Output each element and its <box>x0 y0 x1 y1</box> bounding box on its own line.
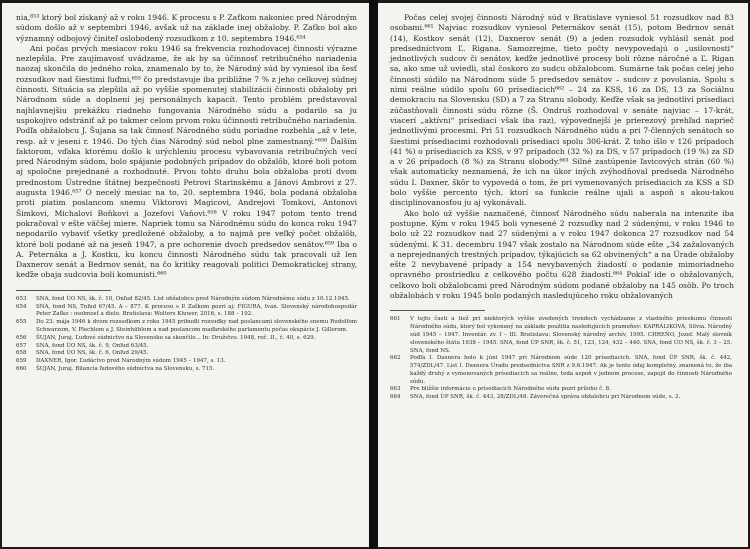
footnote <box>390 394 734 402</box>
footnote-number: 654 <box>16 303 27 310</box>
paragraph: Počas celej svojej činnosti Národný súd v Bratislave vyniesol 51 rozsudkov nad 83 osobami.⁶⁶¹ Najviac rozsudkov vyniesol Peternákov senát (15), potom Bedrnov senát (14), Kostkov senát (12), Daxnerov senát (9) a jeden rozsudok vyhlásil senát pod predsedníctvom Ľ. Rigana. Samozrejme, tieto počty nevypovedajú o „usilovnosti“ jednotlivých sudcov či senátov, keďže jednotlivé procesy boli rôzne náročné a Ľ. Rigan sa, ako sme už uviedli, stal čoskoro zo sudcu obžalobcom. Sumárne tak počas celej jeho činnosti súdilo na Národnom súde 5 predsedov senátov – sudcov z povolania. Spolu s nimi reálne súdilo spolu 60 prísediacich⁶⁶² – 24 za KSS, 16 za DS, 13 za Sociálnu demokraciu na Slovensku (SD) a 7 za Stranu slobody. Keďže však sa jednotliví prísediaci zúčastňovali činnosti súdu rôzne (Š. Ondruš rozhodoval v senáte najviac – 17-krát, viacerí „aktívni“ prísediaci však iba raz), výpovednejší je prierezový prehľad naprieč jednotlivými procesmi. Pri 51 rozsudkoch Národného súdu a pri 7-členných senátoch so šiestimi prísediacimi rozhodovali prísediaci spolu 306-krát. Z toho išlo v 126 prípadoch (41 %) o prísediacich za KSS, v 97 prípadoch (32 %) za DS, v 57 prípadoch (19 %) za SD a v 26 prípadoch (8 %) za Stranu slobody.⁶⁶³ Silné zastúpenie ľavicových strán (60 %) však automaticky neznamená, že ich na úkor iných zvýhodňoval predseda Národného súdu I. Daxner, škôr to vypovedá o tom, že pri vymenovaných prísediacich za KSS a SD bolo vyššie percento tých, ktorí sa funkcie reálne ujali a aspoň s akou-takou disciplinovanosťou ju aj vykonávali. <box>390 13 734 208</box>
right-body-text <box>390 13 734 301</box>
footnote-text: SNA, fond ÚO NS, šk. č. 10, Onľud 82/45. List obžalobcu pred Národným súdom Národnému súdu z 10.12.1945. <box>36 295 350 302</box>
footnote <box>16 296 357 304</box>
footnote-number: 656 <box>16 334 27 341</box>
paragraph: Ako bolo už vyššie naznačené, činnosť Národného súdu naberala na intenzite iba postupne. Kým v roku 1945 boli vynesené 2 rozsudky nad 2 súdenými, v roku 1946 to bolo už 22 rozsudkov nad 27 súdenými a v roku 1947 dokonca 27 rozsudkov nad 54 súdenými. K 31. decembru 1947 však zostalo na Národnom súde ešte „34 zažalovaných a neprejednaných trestných prípadov, týkajúcich sa 62 obvinených“ a na Úrade obžaloby ešte 2 nevybavené prípady a 154 nevybavených žiadostí o podanie mimoriadneho opravného prostriedku z celkového počtu 628 žiadostí.⁶⁶⁴ Pokiaľ ide o obžalovaných, celkovo boli obžalobcami pred Národným súdom podané obžaloby na 145 osôb. Po troch obžalobách v roku 1945 bolo podaných nasledujúceho roku obžalovaných <box>390 208 734 301</box>
footnote-text: V tejto časti a tiež pri niektorých vyššie uvedených trendoch vychádzame z vlastného prieskumu činnosti Národného súdu, ktorý bol vykonaný na základe použitia nasledujúcich prameňov: KAPRÁLIKOVÁ, Silvia. Národný súd 1945 – 1947. Inventár. zv. I – III. Bratislava: Slovenský národný archív, 1995. CHREŇO, Jozef. Malý slovník slovenského štátu 1938 – 1945. SNA, fond ÚP SNR, šk. č. 51, 123, 124, 432 – 440. SNA, fond ÚO NS, šk. č. 3 – 25. SNA, fond NS. <box>410 316 732 354</box>
footnote <box>16 304 357 320</box>
footnote-number: 663 <box>390 386 401 393</box>
footnote <box>390 316 734 355</box>
footnote-number: 662 <box>390 355 401 362</box>
footnote-text: Podľa I. Daxnera bolo k júni 1947 pri Národnom súde 120 prísediacich. SNA, fond ÚP SNR, šk. č. 442, 574/ZDL/47. List I. Daxnera Úradu predsedníctva SNR z 9.6.1947. Ak je tento údaj kompletný, znamená to, že iba každý druhý z vymenovaných prísediacich sa reálne, teda aspoň v jednom procese, zapojil do činnosti Národného súdu. <box>410 355 732 385</box>
left-page <box>2 3 369 547</box>
footnote <box>16 366 357 374</box>
footnote-text: Pre bližšie informácie o prísediacich Národného súdu pozri prílohu č. 8. <box>410 386 611 393</box>
footnote-number: 659 <box>16 358 27 365</box>
footnote-text: ŠUJAN, Juraj. Bilancia ľudového súdnictva na Slovensku, s. 715. <box>36 365 215 372</box>
footnote-number: 655 <box>16 319 27 326</box>
book-gutter <box>369 0 378 549</box>
footnote-number: 658 <box>16 350 27 357</box>
footnote-text: SNA, fond ÚP SNR, šk. č. 443, 28/ZDL/48. Záverečná správa obžalobcu pri Národnom súde, s. 2. <box>410 394 681 401</box>
footnote-number: 660 <box>16 365 27 372</box>
footnote-text: SNA, fond ÚO NS, šk. č. 6, Onľud 29/45. <box>36 350 149 357</box>
footnote-number: 664 <box>390 394 401 401</box>
paragraph: nia,⁶⁵³ ktorý bol získaný až v roku 1946. K procesu s P. Zaťkom nakoniec pred Národným súdom došlo až v septembri 1946, avšak už na základe inej obžaloby. P. Zaťko bol ako významný odbojový činiteľ oslobodený rozsudkom z 10. septembra 1946.⁶⁵⁴ <box>16 13 357 43</box>
left-footnotes <box>16 296 357 374</box>
footnote <box>390 355 734 386</box>
footnote-text: SNA, fond ÚO NS, šk. č. 9, Onľud 63/45. <box>36 342 149 349</box>
footnote-text: DAXNER, Igor. Ľudáctvo pred Národným súdom 1945 – 1947, s. 13. <box>36 358 226 365</box>
footnote-number: 657 <box>16 342 27 349</box>
footnote-text: ŠUJAN, Juraj. Ľudové súdnictvo na Slovensku sa skončilo... In: Družstvo. 1948, roč. II., č. 40, s. 629. <box>36 334 316 341</box>
footnote-separator <box>390 310 485 311</box>
right-page <box>378 3 748 547</box>
footnote <box>16 350 357 358</box>
footnote <box>16 335 357 343</box>
left-body-text <box>16 13 357 281</box>
footnote-text: Do 23. mája 1946 k dvom rozsudkom z roku 1945 pribudli rozsudky nad poslancami slovenského snemu Rudolfom Schwarzom, V. Plechlom a J. Steinhüblom a nad poslancom maďarského parlamentu počas okupácie J. Gillerom. <box>36 319 357 333</box>
footnote <box>16 319 357 335</box>
right-footnotes <box>390 316 734 402</box>
paragraph: Ani počas prvých mesiacov roku 1946 sa frekvencia rozhodovacej činnosti výrazne nezlepšila. Pre zaujímavosť uvádzame, že ak by sa účinnosť retribučného nariadenia naozaj skončila do jedného roka, znamenalo by to, že Národný súd by vyniesol iba šesť rozsudkov nad šiestimi ľuďmi,⁶⁵⁵ čo predstavuje iba približne 7 % z jeho celkovej súdnej činnosti. Situácia sa zlepšila až po vyššie spomenutej stabilizácii činnosti obžaloby pri Národnom súde a doplnení jej personálnych kapacít. Tento problém predstavoval najhlavnejšiu prekážku riadneho fungovania Národného súdu a podarilo sa ju uspokojivo odstrániť až po takmer celom prvom roku účinnosti retribučného nariadenia. Podľa obžalobcu J. Šujana sa tak činnosť Národného súdu poriadne rozbehla „až v lete, resp. až v jeseni r. 1946. Do tých čias Národný súd nebol plne zamestnaný.“⁶⁵⁶ Ďalším faktorom, vďaka ktorému došlo k urýchleniu procesu vybavovania retribučných vecí pred Národným súdom, bolo spájanie podobných prípadov do obžalôb, ktoré boli potom aj spoločne prejednané a rozhodnuté. Prvou tohto druhu bola obžaloba proti dvom prednostom Ústredne štátnej bezpečnosti Petrovi Starinskému a Jánovi Ambrovi z 27. augusta 1946.⁶⁵⁷ O necelý mesiac na to, 20. septembra 1946, bola podaná obžaloba proti piatim poslancom snemu Viktorovi Magicovi, Andrejovi Tomkovi, Antonovi Šimkovi, Michalovi Boňkovi a Jozefovi Vaňovi.⁶⁵⁸ V roku 1947 potom tento trend pokračoval v ešte väčšej miere. Napriek tomu sa Národnému súdu do konca roku 1947 nepodarilo vybaviť všetky predložené obžaloby, a to najmä pre veľký počet obžalôb, ktoré boli podané až na jeseň 1947, a pre ochorenie dvoch predsedov senátov.⁶⁵⁹ Iba o A. Peternáka a J. Kostku, ku koncu činnosti Národného súdu tak pracovali už len Daxnerov senát a Bedrnov senát, na čo kritiky reagovali politici Demokratickej strany, keďže obaja sudcovia boli komunisti.⁶⁶⁰ <box>16 43 357 280</box>
footnote-number: 661 <box>390 316 401 323</box>
footnote-separator <box>16 290 111 291</box>
footnote-number: 653 <box>16 295 27 302</box>
footnote-text: SNA, fond NS, Tnľud 67/45. A – 877. K procesu s P. Zaťkom pozri aj: FIGURA, Ivan. Slovenský národohospodár Peter Zaťko : osobnosť a dielo. Bratislava: Wolters Kluwer, 2016, s. 188 – 192. <box>36 303 357 318</box>
footnote <box>16 358 357 366</box>
